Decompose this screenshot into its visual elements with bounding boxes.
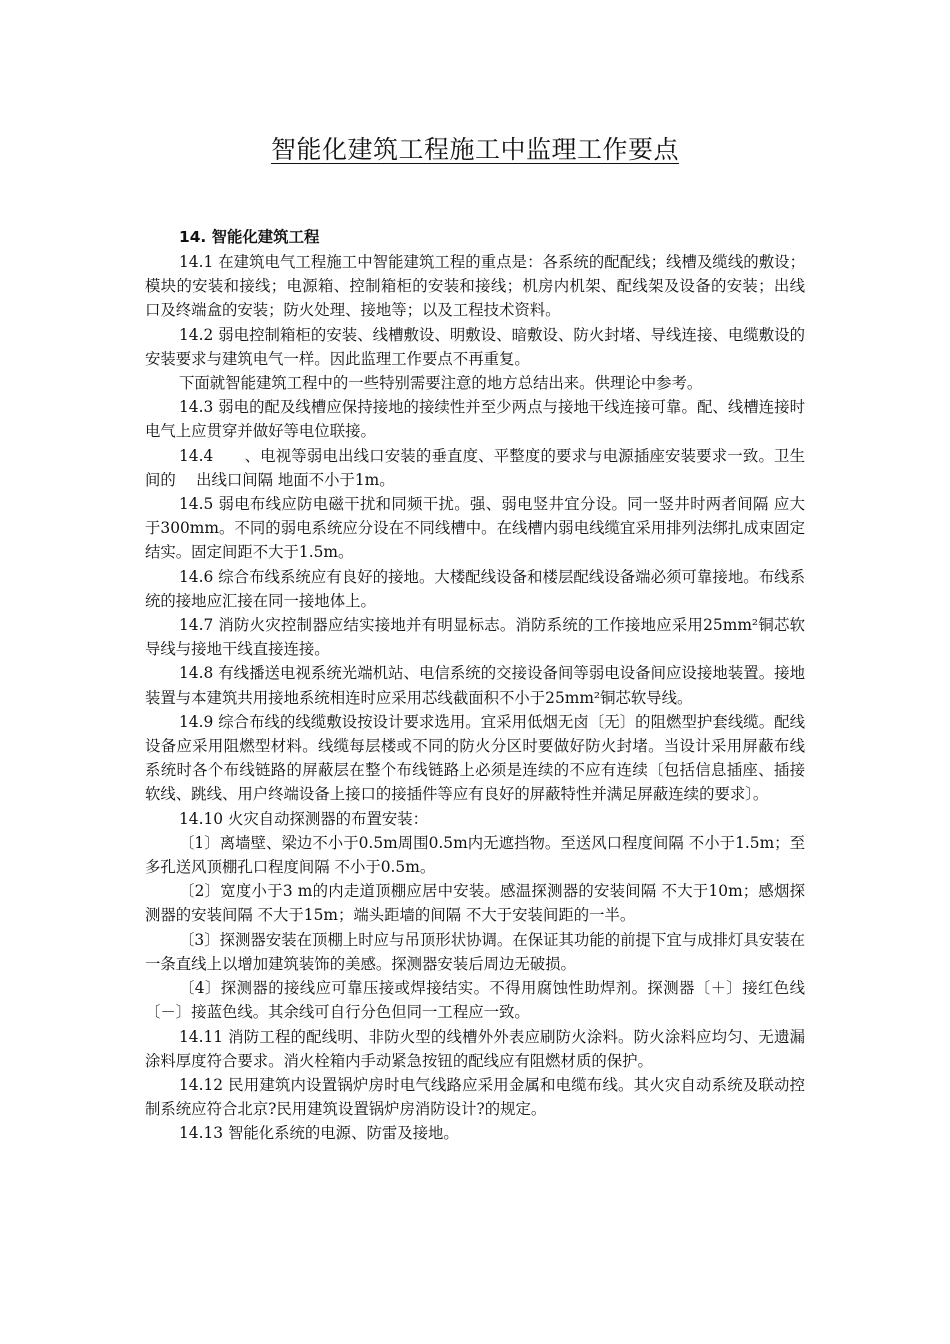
paragraph-14-11: 14.11 消防工程的配线明、非防火型的线槽外外表应刷防火涂料。防火涂料应均匀、无遗漏涂料厚度符合要求。消火栓箱内手动紧急按钮的配线应有阻燃材质的保护。 [145,1027,805,1070]
section-heading: 14. 智能化建筑工程 [179,228,320,246]
list-item-4: 〔4〕探测器的接线应可靠压接或焊接结实。不得用腐蚀性助焊剂。探测器〔＋〕接红色线〔－〕接蓝色线。其余线可自行分色但同一工程应一致。 [145,979,805,1022]
paragraph-14-4: 14.4 、电视等弱电出线口安装的垂直度、平整度的要求与电源插座安装要求一致。卫生间的 出线口间隔 地面不小于1m。 [145,446,805,489]
list-item-1: 〔1〕离墙壁、梁边不小于0.5m周围0.5m内无遮挡物。至送风口程度间隔 不小于1.5m；至多孔送风顶棚孔口程度间隔 不小于0.5m。 [145,833,805,877]
paragraph-14-13: 14.13 智能化系统的电源、防雷及接地。 [179,1124,459,1143]
paragraph-14-9: 14.9 综合布线的线缆敷设按设计要求选用。宜采用低烟无卤〔无〕的阻燃型护套线缆。配线设备应采用阻燃型材料。线缆每层楼或不同的防火分区时要做好防火封堵。当设计采用屏蔽布线系统时各个布线链路的屏蔽层在整个布线链路上必须是连续的不应有连续〔包括信息插座、插接软线、跳线、用户终端设备上接口的接插件等应有良好的屏蔽特性并满足屏蔽连续的要求〕。 [145,712,805,804]
paragraph-14-1: 14.1 在建筑电气工程施工中智能建筑工程的重点是：各系统的配配线；线槽及缆线的敷设；模块的安装和接线；电源箱、控制箱柜的安装和接线；机房内机架、配线架及设备的安装；出线口及终端盒的安装；防火处理、接地等；以及工程技术资料。 [145,253,805,320]
paragraph-14-6: 14.6 综合布线系统应有良好的接地。大楼配线设备和楼层配线设备端必须可靠接地。布线系统的接地应汇接在同一接地体上。 [145,567,805,610]
paragraph-14-10: 14.10 火灾自动探测器的布置安装： [179,809,429,828]
document-title-text: 智能化建筑工程施工中监理工作要点 [270,135,679,164]
document-title [0,130,950,166]
paragraph-note: 下面就智能建筑工程中的一些特别需要注意的地方总结出来。供理论中参考。 [179,374,703,393]
paragraph-14-12: 14.12 民用建筑内设置锅炉房时电气线路应采用金属和电缆布线。其火灾自动系统及联动控制系统应符合北京?民用建筑设置锅炉房消防设计?的规定。 [145,1075,805,1119]
paragraph-14-7: 14.7 消防火灾控制器应结实接地并有明显标志。消防系统的工作接地应采用25mm²铜芯软导线与接地干线直接连接。 [145,616,805,659]
list-item-2: 〔2〕宽度小于3 m的内走道顶棚应居中安装。感温探测器的安装间隔 不大于10m；感烟探测器的安装间隔 不大于15m；端头距墙的间隔 不大于安装间距的一半。 [145,882,805,925]
paragraph-14-8: 14.8 有线播送电视系统光端机站、电信系统的交接设备间等弱电设备间应设接地装置。接地装置与本建筑共用接地系统相连时应采用芯线截面积不小于25mm²铜芯软导线。 [145,664,805,707]
paragraph-14-5: 14.5 弱电布线应防电磁干扰和同频干扰。强、弱电竖井宜分设。同一竖井时两者间隔 应大于300mm。不同的弱电系统应分设在不同线槽中。在线槽内弱电线缆宜采用排列法绑扎成束固定结实。固定间距不大于1.5m。 [145,495,805,562]
paragraph-14-2: 14.2 弱电控制箱柜的安装、线槽敷设、明敷设、暗敷设、防火封堵、导线连接、电缆敷设的安装要求与建筑电气一样。因此监理工作要点不再重复。 [145,325,805,368]
list-item-3: 〔3〕探测器安装在顶棚上时应与吊顶形状协调。在保证其功能的前提下宜与成排灯具安装在一条直线上以增加建筑装饰的美感。探测器安装后周边无破损。 [145,930,805,973]
paragraph-14-3: 14.3 弱电的配及线槽应保持接地的接续性并至少两点与接地干线连接可靠。配、线槽连接时电气上应贯穿并做好等电位联接。 [145,398,805,441]
document-body [145,224,805,1146]
